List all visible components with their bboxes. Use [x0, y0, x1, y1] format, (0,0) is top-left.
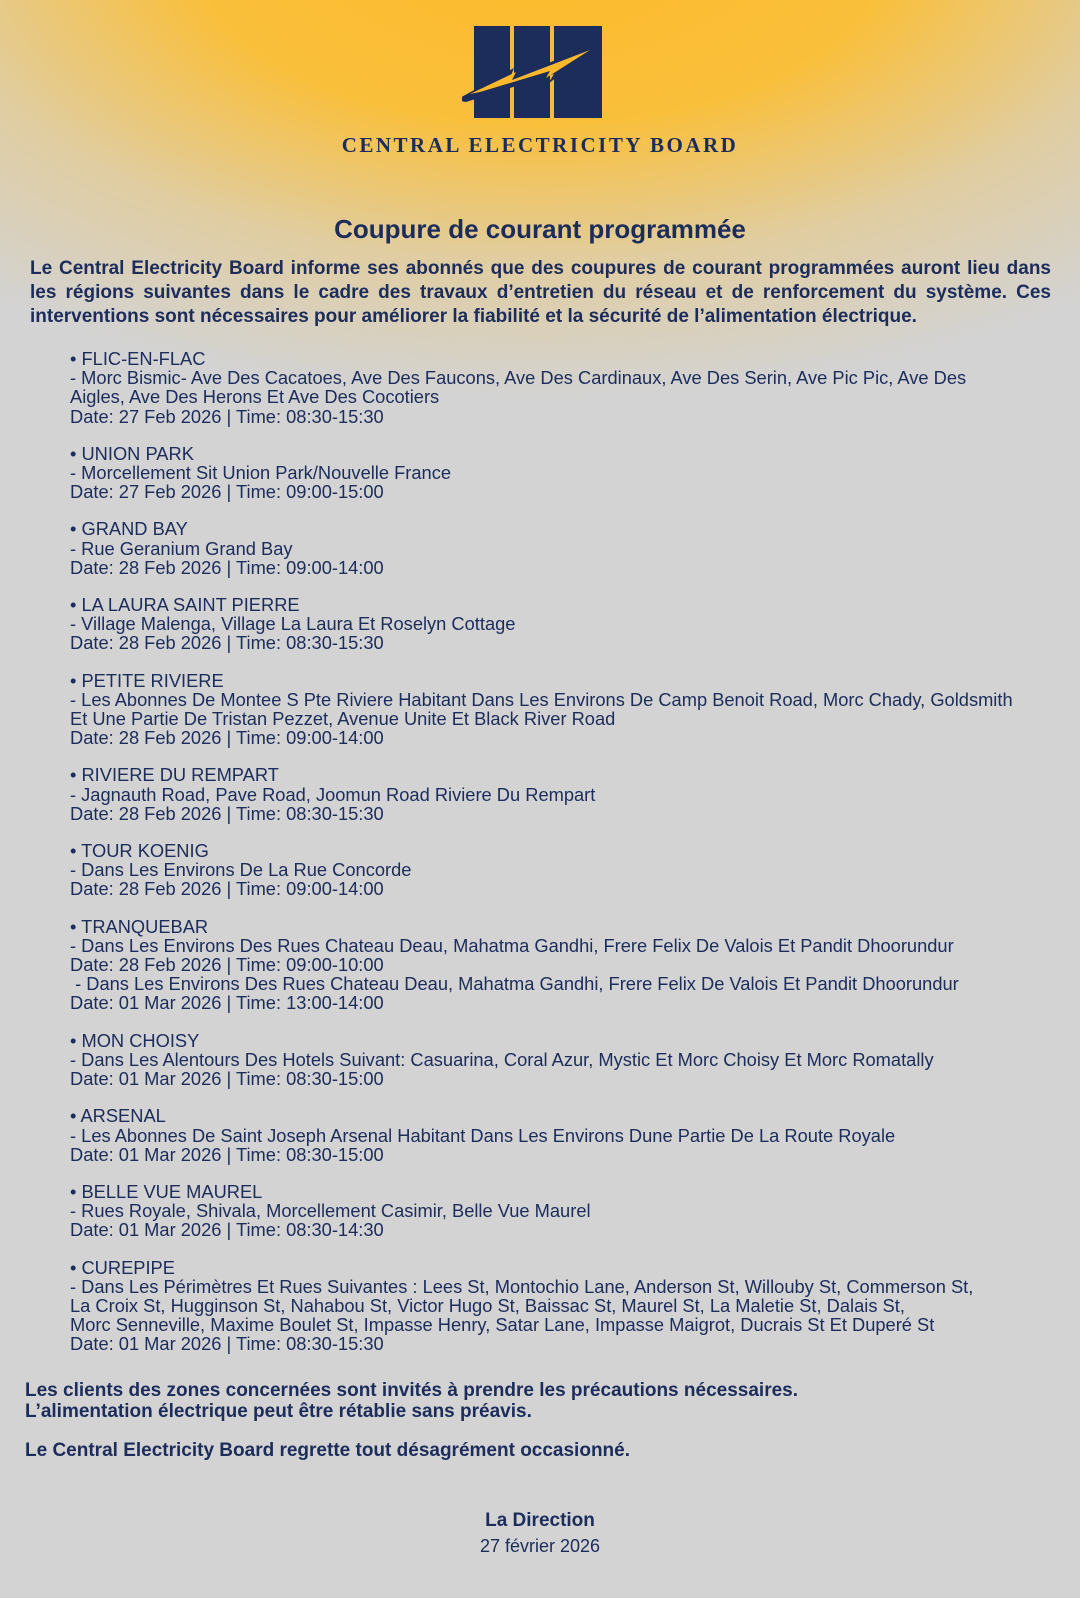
- intro-paragraph: Le Central Electricity Board informe ses abonnés que des coupures de courant programmées auront lieu dans les régions suivantes dans le cadre des travaux d’entretien du réseau et de renforcement du système. Ces interventions sont nécessaires pour améliorer la fiabilité et la sécurité de l’alimentation électrique.: [30, 258, 1051, 327]
- brand-name: CENTRAL ELECTRICITY BOARD: [341, 133, 739, 157]
- footer-message: [25, 1380, 1025, 1461]
- outage-region: • LA LAURA SAINT PIERRE: [70, 594, 300, 616]
- list-item: [70, 765, 1070, 823]
- signature: [0, 1510, 1080, 1557]
- outage-detail-line: Date: 01 Mar 2026 | Time: 13:00-14:00: [70, 992, 384, 1014]
- outage-detail-line: - Village Malenga, Village La Laura Et Roselyn Cottage: [70, 613, 516, 635]
- outage-detail-line: - Rues Royale, Shivala, Morcellement Casimir, Belle Vue Maurel: [70, 1200, 591, 1222]
- outage-detail-line: - Les Abonnes De Saint Joseph Arsenal Habitant Dans Les Environs Dune Partie De La Route Royale: [70, 1124, 896, 1146]
- list-item: [70, 1106, 1070, 1164]
- outage-detail-line: - Dans Les Alentours Des Hotels Suivant: Casuarina, Coral Azur, Mystic Et Morc Choisy Et Morc Romatally: [70, 1048, 934, 1070]
- outage-detail-line: Date: 28 Feb 2026 | Time: 09:00-14:00: [70, 556, 384, 578]
- footer-line-regret: Le Central Electricity Board regrette tout désagrément occasionné.: [25, 1440, 631, 1461]
- list-item: [70, 1031, 1070, 1089]
- outage-region: • CUREPIPE: [70, 1256, 175, 1278]
- list-item: [70, 917, 1070, 1013]
- outage-detail-line: Date: 01 Mar 2026 | Time: 08:30-15:00: [70, 1068, 384, 1090]
- outage-detail-line: Date: 01 Mar 2026 | Time: 08:30-14:30: [70, 1219, 384, 1241]
- outage-detail-line: - Dans Les Environs De La Rue Concorde: [70, 859, 412, 881]
- outage-detail-line: - Dans Les Environs Des Rues Chateau Deau, Mahatma Gandhi, Frere Felix De Valois Et Pandit Dhoorundur: [70, 973, 959, 995]
- list-item: [70, 595, 1070, 653]
- outage-region: • GRAND BAY: [70, 518, 188, 540]
- outage-detail-line: Date: 27 Feb 2026 | Time: 08:30-15:30: [70, 405, 384, 427]
- outage-detail-line: - Dans Les Périmètres Et Rues Suivantes : Lees St, Montochio Lane, Anderson St, Willouby St, Commerson St,: [70, 1275, 974, 1297]
- outage-region: • TRANQUEBAR: [70, 915, 209, 937]
- outage-detail-line: - Morc Bismic- Ave Des Cacatoes, Ave Des Faucons, Ave Des Cardinaux, Ave Des Serin, Ave Pic Pic, Ave Des: [70, 367, 967, 389]
- outage-detail-line: - Jagnauth Road, Pave Road, Joomun Road Riviere Du Rempart: [70, 783, 596, 805]
- outage-detail-line: Date: 28 Feb 2026 | Time: 09:00-14:00: [70, 727, 384, 749]
- list-item: [70, 1182, 1070, 1240]
- outage-detail-line: Date: 01 Mar 2026 | Time: 08:30-15:00: [70, 1143, 384, 1165]
- outage-detail-line: Date: 28 Feb 2026 | Time: 09:00-10:00: [70, 954, 384, 976]
- outage-detail-line: Date: 28 Feb 2026 | Time: 08:30-15:30: [70, 632, 384, 654]
- outage-region: • TOUR KOENIG: [70, 840, 209, 862]
- outage-detail-line: - Les Abonnes De Montee S Pte Riviere Habitant Dans Les Environs De Camp Benoit Road, Morc Chady, Goldsmith: [70, 688, 1013, 710]
- signature-date: 27 février 2026: [479, 1536, 601, 1556]
- outage-detail-line: La Croix St, Hugginson St, Nahabou St, Victor Hugo St, Baissac St, Maurel St, La Maletie St, Dalais St,: [70, 1294, 905, 1316]
- outage-detail-line: Date: 28 Feb 2026 | Time: 09:00-14:00: [70, 878, 384, 900]
- outage-region: • PETITE RIVIERE: [70, 669, 224, 691]
- list-item: [70, 444, 1070, 502]
- outage-detail-line: Date: 27 Feb 2026 | Time: 09:00-15:00: [70, 481, 384, 503]
- footer-line-precautions: Les clients des zones concernées sont invités à prendre les précautions nécessaires.: [25, 1380, 798, 1401]
- outage-region: • MON CHOISY: [70, 1029, 200, 1051]
- outage-detail-line: Date: 01 Mar 2026 | Time: 08:30-15:30: [70, 1333, 384, 1355]
- outage-list: [70, 349, 1070, 1372]
- outage-region: • ARSENAL: [70, 1105, 166, 1127]
- list-item: [70, 1258, 1070, 1354]
- outage-detail-line: Date: 28 Feb 2026 | Time: 08:30-15:30: [70, 802, 384, 824]
- outage-region: • BELLE VUE MAUREL: [70, 1180, 263, 1202]
- outage-detail-line: - Dans Les Environs Des Rues Chateau Deau, Mahatma Gandhi, Frere Felix De Valois Et Pandit Dhoorundur: [70, 934, 954, 956]
- outage-detail-line: - Morcellement Sit Union Park/Nouvelle France: [70, 462, 452, 484]
- outage-region: • UNION PARK: [70, 442, 194, 464]
- list-item: [70, 519, 1070, 577]
- outage-detail-line: Et Une Partie De Tristan Pezzet, Avenue Unite Et Black River Road: [70, 708, 616, 730]
- outage-region: • FLIC-EN-FLAC: [70, 348, 206, 369]
- list-item: [70, 841, 1070, 899]
- signature-who: La Direction: [485, 1510, 595, 1531]
- footer-line-restore: L’alimentation électrique peut être rétablie sans préavis.: [25, 1401, 532, 1422]
- outage-detail-line: - Rue Geranium Grand Bay: [70, 537, 293, 559]
- outage-detail-line: Morc Senneville, Maxime Boulet St, Impasse Henry, Satar Lane, Impasse Maigrot, Ducrais St Et Duperé St: [70, 1314, 935, 1336]
- page-title: Coupure de courant programmée: [334, 214, 746, 244]
- outage-region: • RIVIERE DU REMPART: [70, 764, 279, 786]
- list-item: [70, 671, 1070, 748]
- outage-detail-line: Aigles, Ave Des Herons Et Ave Des Cocotiers: [70, 386, 440, 408]
- list-item: [70, 349, 1070, 426]
- ceb-lightning-logo-icon: [462, 22, 618, 122]
